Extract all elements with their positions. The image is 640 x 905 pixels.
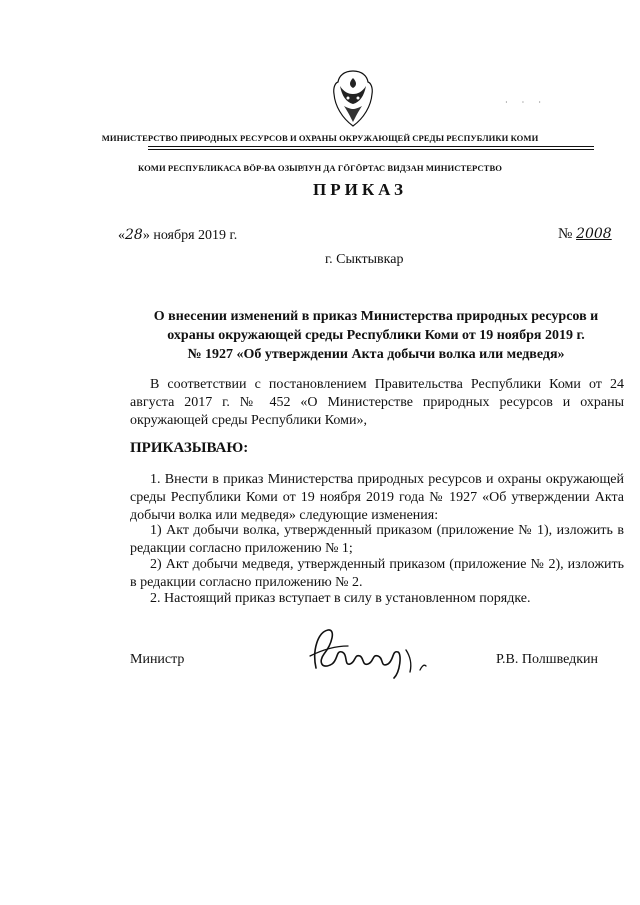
coat-of-arms-icon xyxy=(330,68,376,130)
header-rule-thin xyxy=(148,149,594,150)
order-item-1: 1. Внести в приказ Министерства природных ресурсов и охраны окружающей среды Республики Коми от 19 ноября 2019 года № 1927 «Об утверждении Акта добычи волка или медведя» следующие изменения: xyxy=(130,472,624,523)
subject-line-1: О внесении изменений в приказ Министерства природных ресурсов и xyxy=(153,309,599,324)
subject-line-2: охраны окружающей среды Республики Коми от 19 ноября 2019 г. xyxy=(167,328,585,343)
order-subitem-1: 1) Акт добычи волка, утвержденный приказом (приложение № 1), изложить в редакции согласно приложению № 1; xyxy=(130,523,624,556)
subject-line-3: № 1927 «Об утверждении Акта добычи волка или медведя» xyxy=(187,347,565,362)
order-subject xyxy=(128,307,624,364)
scan-specks: · · · xyxy=(505,98,547,107)
date-rest: » ноября 2019 г. xyxy=(142,228,238,243)
header-rule-thick xyxy=(148,146,594,147)
order-date xyxy=(118,227,237,244)
handwritten-signature xyxy=(302,620,432,682)
legal-basis-paragraph: В соответствии с постановлением Правительства Республики Коми от 24 августа 2017 г. № 452 «О Министерстве природных ресурсов и охраны окружающей среды Республики Коми», xyxy=(130,377,624,428)
order-subitem-2: 2) Акт добычи медведя, утвержденный приказом (приложение № 2), изложить в редакции согласно приложению № 2. xyxy=(130,557,624,590)
ministry-name-komi: КОМИ РЕСПУБЛИКАСА ВӦР-ВА ОЗЫРЛУН ДА ГӦГӦРТАС ВИДЗАН МИНИСТЕРСТВО xyxy=(138,163,502,173)
signer-position: Министр xyxy=(130,652,185,667)
number-handwritten: 2008 xyxy=(576,226,612,242)
date-open-quote: « xyxy=(118,228,125,243)
ministry-name-russian: МИНИСТЕРСТВО ПРИРОДНЫХ РЕСУРСОВ И ОХРАНЫ ОКРУЖАЮЩЕЙ СРЕДЫ РЕСПУБЛИКИ КОМИ xyxy=(101,133,539,143)
number-prefix: № xyxy=(558,226,573,242)
date-day-handwritten: 28 xyxy=(125,227,143,243)
city: г. Сыктывкар xyxy=(325,252,404,267)
signer-name: Р.В. Полшведкин xyxy=(496,652,599,667)
order-item-2: 2. Настоящий приказ вступает в силу в установленном порядке. xyxy=(150,591,531,606)
order-word: ПРИКАЗЫВАЮ: xyxy=(130,440,249,456)
order-number xyxy=(558,226,612,243)
document-title: ПРИКАЗ xyxy=(313,180,407,199)
